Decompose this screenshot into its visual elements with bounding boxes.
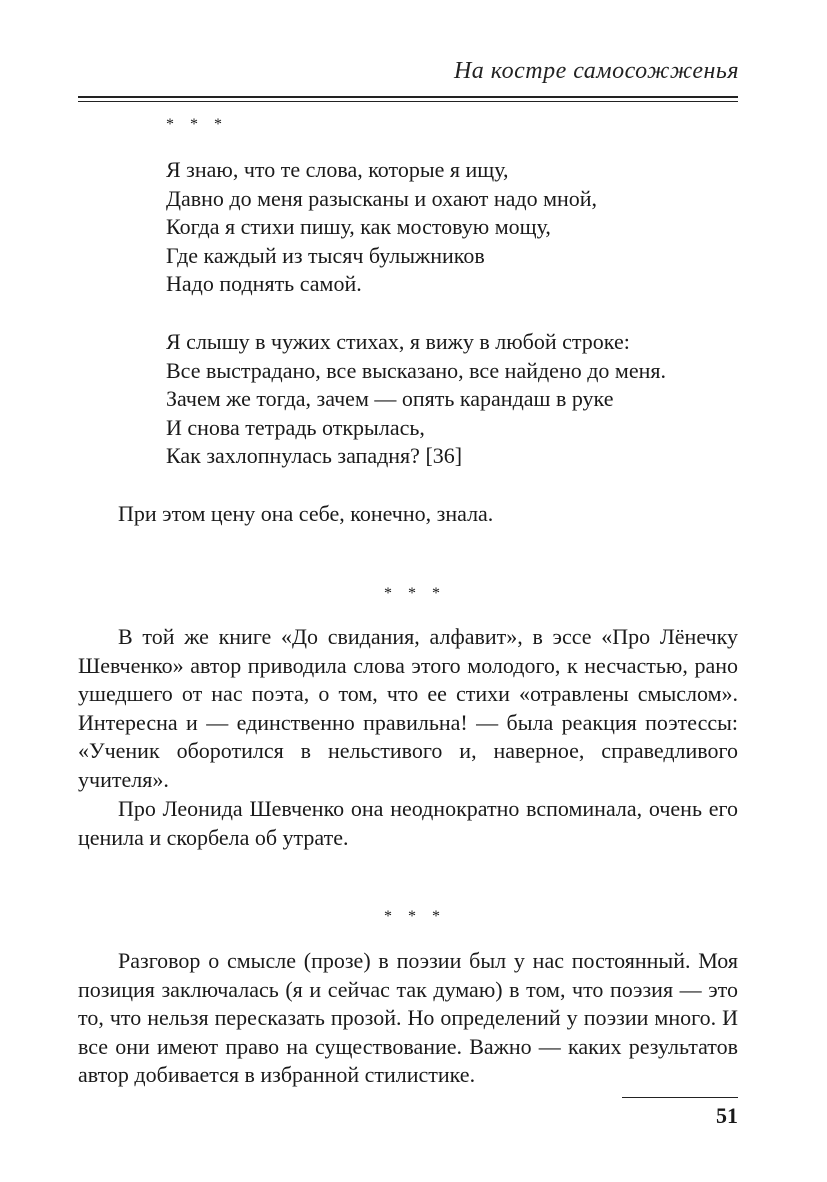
footer-rule [622,1097,738,1098]
running-title: На костре самосожженья [453,58,739,84]
page-number: 51 [716,1103,738,1128]
poem-line: Я знаю, что те слова, которые я ищу, [166,157,509,182]
section-mark: * * * [166,116,228,133]
poem-stanza-1 [166,156,746,299]
paragraph: Разговор о смысле (прозе) в поэзии был у нас постоянный. Моя позиция заключалась (я и сейчас так думаю) в том, что поэзия — это то, что нельзя пересказать прозой. Но определений у поэзии много. И все они имеют право на существование. Важно — каких результатов автор добивается в избранной стилистике. [78,948,738,1087]
paragraph: При этом цену она себе, конечно, знала. [118,501,494,526]
section-mark: * * * [384,908,446,925]
poem-line: Давно до меня разысканы и охают надо мной, [166,185,598,211]
poem-stanza-2 [166,328,746,471]
poem-line: Надо поднять самой. [166,271,362,296]
poem-line: И снова тетрадь открылась, [166,414,425,440]
header-rule-thin [78,101,738,102]
poem-line: Как захлопнулась западня? [36] [166,443,463,468]
poem-line: Я слышу в чужих стихах, я вижу в любой строке: [166,329,630,354]
paragraph: В той же книге «До свидания, алфавит», в эссе «Про Лёнечку Шевченко» автор приводила слова этого молодого, к несчастью, рано ушедшего от нас поэта, о том, что ее стихи «отравлены смыслом». Интересна и — единственно правильна! — была реакция поэтессы: «Ученик оборотился в нельстивого и, наверное, справедливого учителя». [78,624,738,792]
poem-line: Где каждый из тысяч булыжников [166,242,485,268]
poem-line: Зачем же тогда, зачем — опять карандаш в руке [166,386,614,411]
poem-line: Когда я стихи пишу, как мостовую мощу, [166,214,551,239]
poem-line: Все выстрадано, все высказано, все найдено до меня. [166,357,666,383]
paragraph: Про Леонида Шевченко она неоднократно вспоминала, очень его ценила и скорбела об утрате. [78,796,738,850]
header-rule-thick [78,96,738,98]
section-mark: * * * [384,585,446,602]
